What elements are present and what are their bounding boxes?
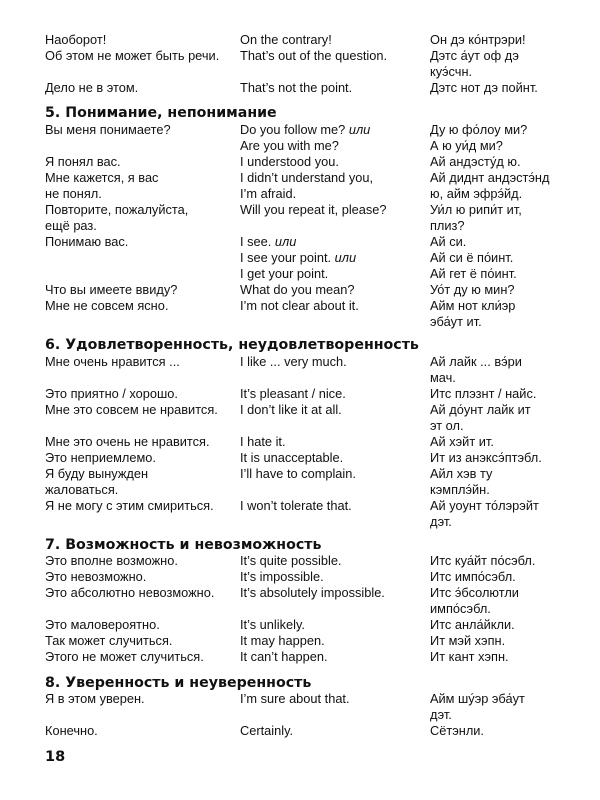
phrase-row	[0, 498, 600, 514]
russian-phrase: Это вполне возможно.	[45, 553, 178, 568]
transcription: Ай хэйт ит.	[430, 434, 494, 449]
english-phrase: That’s not the point.	[240, 80, 353, 95]
or-marker: или	[274, 234, 297, 249]
english-phrase: On the contrary!	[240, 32, 332, 47]
english-phrase: Are you with me?	[240, 138, 339, 153]
english-phrase: I didn’t understand you,	[240, 170, 374, 185]
russian-phrase: Я буду вынужден	[45, 466, 149, 481]
russian-phrase: Мне кажется, я вас	[45, 170, 159, 185]
transcription: Дэтс нот дэ пойнт.	[430, 80, 538, 95]
phrase-row	[0, 298, 600, 314]
or-marker: или	[334, 250, 357, 265]
phrase-row	[0, 450, 600, 466]
russian-phrase: Этого не может случиться.	[45, 649, 204, 664]
russian-phrase: Мне это совсем не нравится.	[45, 402, 218, 417]
russian-phrase: Это маловероятно.	[45, 617, 160, 632]
transcription: эт ол.	[430, 418, 464, 433]
russian-phrase: Мне не совсем ясно.	[45, 298, 169, 313]
section-title: 7. Возможность и невозможность	[45, 537, 322, 553]
phrase-row	[0, 617, 600, 633]
russian-phrase: не понял.	[45, 186, 102, 201]
transcription: импо́сэбл.	[430, 601, 491, 616]
russian-phrase: Я понял вас.	[45, 154, 121, 169]
transcription: А ю уи́д ми?	[430, 138, 503, 153]
english-phrase: Will you repeat it, please?	[240, 202, 387, 217]
russian-phrase: Мне очень нравится ...	[45, 354, 180, 369]
russian-phrase: Так может случиться.	[45, 633, 173, 648]
russian-phrase: Это невозможно.	[45, 569, 147, 584]
transcription: дэт.	[430, 514, 452, 529]
english-phrase: I see your point. или	[240, 250, 357, 265]
russian-phrase: Наоборот!	[45, 32, 107, 47]
russian-phrase: Это абсолютно невозможно.	[45, 585, 215, 600]
transcription: Ду ю фо́лоу ми?	[430, 122, 528, 137]
english-phrase: I like ... very much.	[240, 354, 347, 369]
english-phrase: It may happen.	[240, 633, 325, 648]
phrase-row	[0, 691, 600, 707]
transcription: Ай лайк ... вэ́ри	[430, 354, 522, 369]
transcription: Ай гет ё по́инт.	[430, 266, 517, 281]
phrase-row	[0, 723, 600, 739]
russian-phrase: Что вы имеете ввиду?	[45, 282, 178, 297]
transcription: Айм нот кли́эр	[430, 298, 516, 313]
transcription: Итс куа́йт по́сэбл.	[430, 553, 536, 568]
russian-phrase: ещё раз.	[45, 218, 97, 233]
section-title: 8. Уверенность и неуверенность	[45, 675, 312, 691]
russian-phrase: Я не могу с этим смириться.	[45, 498, 214, 513]
transcription: Ит кант хэпн.	[430, 649, 509, 664]
section-title: 5. Понимание, непонимание	[45, 105, 277, 121]
transcription: Уи́л ю рипи́т ит,	[430, 202, 522, 217]
russian-phrase: Об этом не может быть речи.	[45, 48, 220, 63]
phrase-row	[0, 218, 600, 234]
english-phrase: Certainly.	[240, 723, 294, 738]
russian-phrase: Конечно.	[45, 723, 98, 738]
transcription: дэт.	[430, 707, 452, 722]
transcription: Итс плэзнт / найс.	[430, 386, 537, 401]
english-phrase: That’s out of the question.	[240, 48, 388, 63]
english-phrase: I understood you.	[240, 154, 339, 169]
transcription: плиз?	[430, 218, 465, 233]
english-phrase: I’m afraid.	[240, 186, 297, 201]
phrase-row	[0, 32, 600, 48]
transcription: Итс анла́йкли.	[430, 617, 515, 632]
phrase-row	[0, 585, 600, 601]
phrase-row	[0, 170, 600, 186]
phrase-row	[0, 48, 600, 64]
transcription: Уо́т ду ю мин?	[430, 282, 515, 297]
phrase-row	[0, 186, 600, 202]
transcription: Итс э́бсолютли	[430, 585, 519, 600]
english-phrase: What do you mean?	[240, 282, 355, 297]
phrase-row	[0, 234, 600, 250]
english-phrase: It’s quite possible.	[240, 553, 342, 568]
phrase-row	[0, 64, 600, 80]
phrase-row	[0, 386, 600, 402]
or-marker: или	[348, 122, 371, 137]
russian-phrase: Мне это очень не нравится.	[45, 434, 210, 449]
russian-phrase: Вы меня понимаете?	[45, 122, 171, 137]
russian-phrase: Повторите, пожалуйста,	[45, 202, 189, 217]
english-phrase: It’s absolutely impossible.	[240, 585, 385, 600]
english-phrase: I’ll have to complain.	[240, 466, 356, 481]
transcription: Ай уоунт то́лэрэйт	[430, 498, 539, 513]
russian-phrase: Дело не в этом.	[45, 80, 139, 95]
phrase-row	[0, 707, 600, 723]
phrase-row	[0, 282, 600, 298]
english-phrase: It is unacceptable.	[240, 450, 344, 465]
english-phrase: It’s unlikely.	[240, 617, 305, 632]
transcription: Айм шу́эр эба́ут	[430, 691, 525, 706]
english-phrase: Do you follow me? или	[240, 122, 371, 137]
phrase-row	[0, 138, 600, 154]
phrase-row	[0, 202, 600, 218]
english-phrase: I’m not clear about it.	[240, 298, 359, 313]
phrase-row	[0, 514, 600, 530]
phrase-row	[0, 482, 600, 498]
english-phrase: I’m sure about that.	[240, 691, 350, 706]
phrase-row	[0, 250, 600, 266]
transcription: Ай диднт андэстэ́нд	[430, 170, 550, 185]
transcription: эба́ут ит.	[430, 314, 482, 329]
phrase-row	[0, 601, 600, 617]
phrase-row	[0, 122, 600, 138]
phrase-row	[0, 434, 600, 450]
english-phrase: I get your point.	[240, 266, 329, 281]
transcription: мач.	[430, 370, 456, 385]
page-number: 18	[45, 749, 66, 765]
phrase-row	[0, 154, 600, 170]
russian-phrase: Это неприемлемо.	[45, 450, 156, 465]
transcription: Ай до́унт лайк ит	[430, 402, 531, 417]
phrase-row	[0, 649, 600, 665]
transcription: Ит мэй хэпн.	[430, 633, 506, 648]
phrase-row	[0, 633, 600, 649]
transcription: Итс импо́сэбл.	[430, 569, 516, 584]
russian-phrase: Это приятно / хорошо.	[45, 386, 178, 401]
russian-phrase: Я в этом уверен.	[45, 691, 145, 706]
transcription: Ит из анэксэ́птэбл.	[430, 450, 542, 465]
phrase-row	[0, 370, 600, 386]
phrase-row	[0, 418, 600, 434]
phrase-row	[0, 314, 600, 330]
english-phrase: I don’t like it at all.	[240, 402, 342, 417]
section-title: 6. Удовлетворенность, неудовлетворенность	[45, 337, 419, 353]
phrase-row	[0, 569, 600, 585]
transcription: Ай андэсту́д ю.	[430, 154, 521, 169]
transcription: Он дэ ко́нтрэри!	[430, 32, 526, 47]
transcription: Сётэнли.	[430, 723, 484, 738]
english-phrase: It’s pleasant / nice.	[240, 386, 346, 401]
phrase-row	[0, 466, 600, 482]
phrase-row	[0, 553, 600, 569]
transcription: кэмплэ́йн.	[430, 482, 490, 497]
phrase-row	[0, 354, 600, 370]
russian-phrase: Понимаю вас.	[45, 234, 129, 249]
russian-phrase: жаловаться.	[45, 482, 119, 497]
english-phrase: I see. или	[240, 234, 297, 249]
transcription: Ай си.	[430, 234, 467, 249]
phrase-row	[0, 402, 600, 418]
english-phrase: It can’t happen.	[240, 649, 328, 664]
phrase-row	[0, 266, 600, 282]
phrase-row	[0, 80, 600, 96]
english-phrase: It’s impossible.	[240, 569, 324, 584]
english-phrase: I hate it.	[240, 434, 286, 449]
transcription: ю, айм эфрэ́йд.	[430, 186, 523, 201]
english-phrase: I won’t tolerate that.	[240, 498, 352, 513]
transcription: Дэтс а́ут оф дэ	[430, 48, 519, 63]
transcription: Ай си ё по́инт.	[430, 250, 514, 265]
transcription: куэ́счн.	[430, 64, 473, 79]
transcription: Айл хэв ту	[430, 466, 493, 481]
